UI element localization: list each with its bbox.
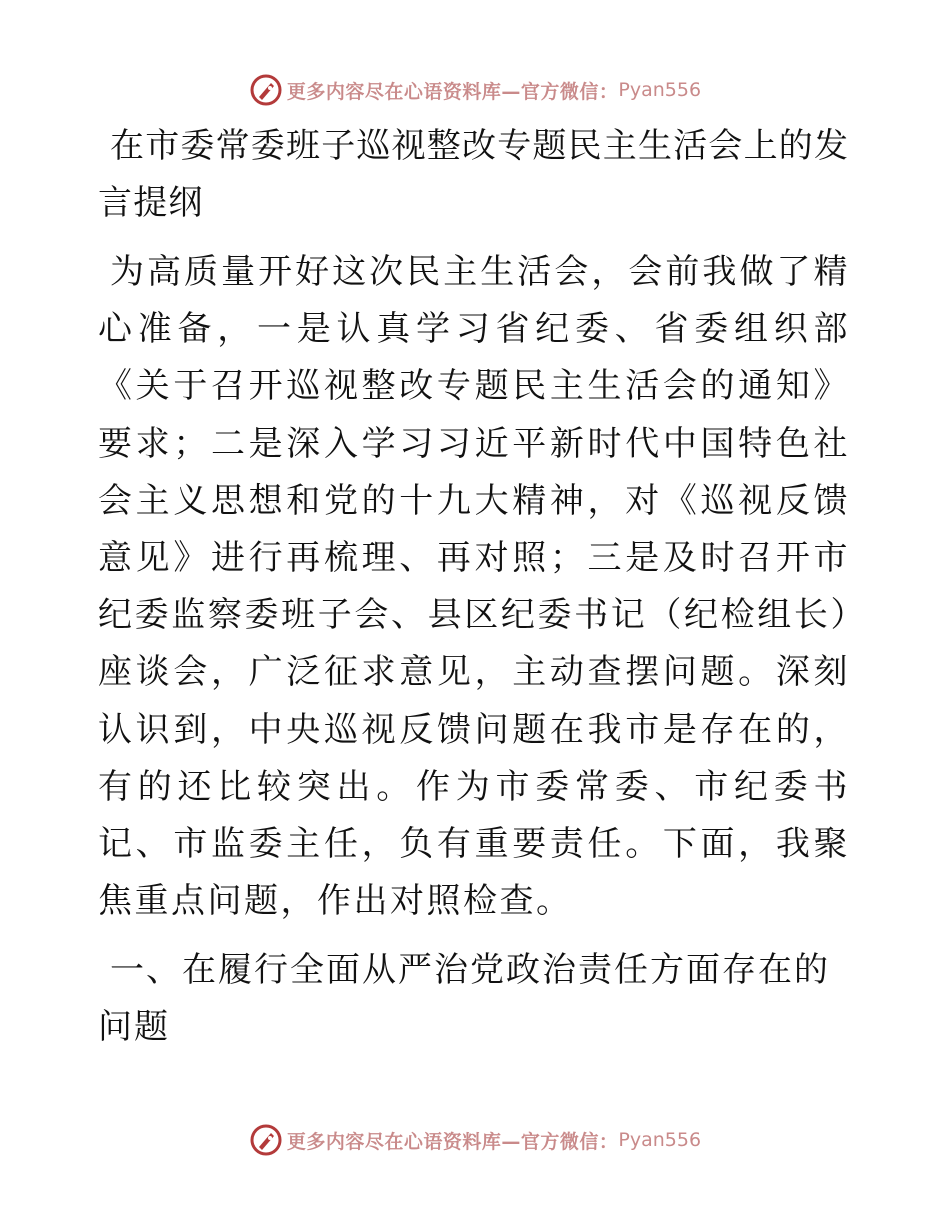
intro-paragraph: 为高质量开好这次民主生活会，会前我做了精心准备，一是认真学习省纪委、省委组织部《关于召开巡视整改专题民主生活会的通知》要求；二是深入学习习近平新时代中国特色社会主义思想和党的十九大精神，对《巡视反馈意见》进行再梳理、再对照；三是及时召开市纪委监察委班子会、县区纪委书记（纪检组长）座谈会，广泛征求意见，主动查摆问题。深刻认识到，中央巡视反馈问题在我市是存在的，有的还比较突出。作为市委常委、市纪委书记、市监委主任，负有重要责任。下面，我聚焦重点问题，作出对照检查。: [98, 252, 850, 922]
header-watermark: [0, 70, 950, 110]
watermark-text: 更多内容尽在心语资料库—官方微信：: [286, 1130, 619, 1153]
pen-nib-icon: [249, 73, 283, 107]
document-title: 在市委常委班子巡视整改专题民主生活会上的发言提纲: [98, 126, 850, 223]
footer-watermark: [0, 1120, 950, 1160]
pen-nib-icon: [249, 1123, 283, 1157]
section-heading: 一、在履行全面从严治党政治责任方面存在的问题: [98, 950, 830, 1048]
watermark-handle: Pyan556: [618, 1129, 702, 1151]
watermark-handle: Pyan556: [618, 79, 702, 101]
document-body: [98, 118, 850, 1056]
watermark-text: 更多内容尽在心语资料库—官方微信：: [286, 80, 619, 103]
